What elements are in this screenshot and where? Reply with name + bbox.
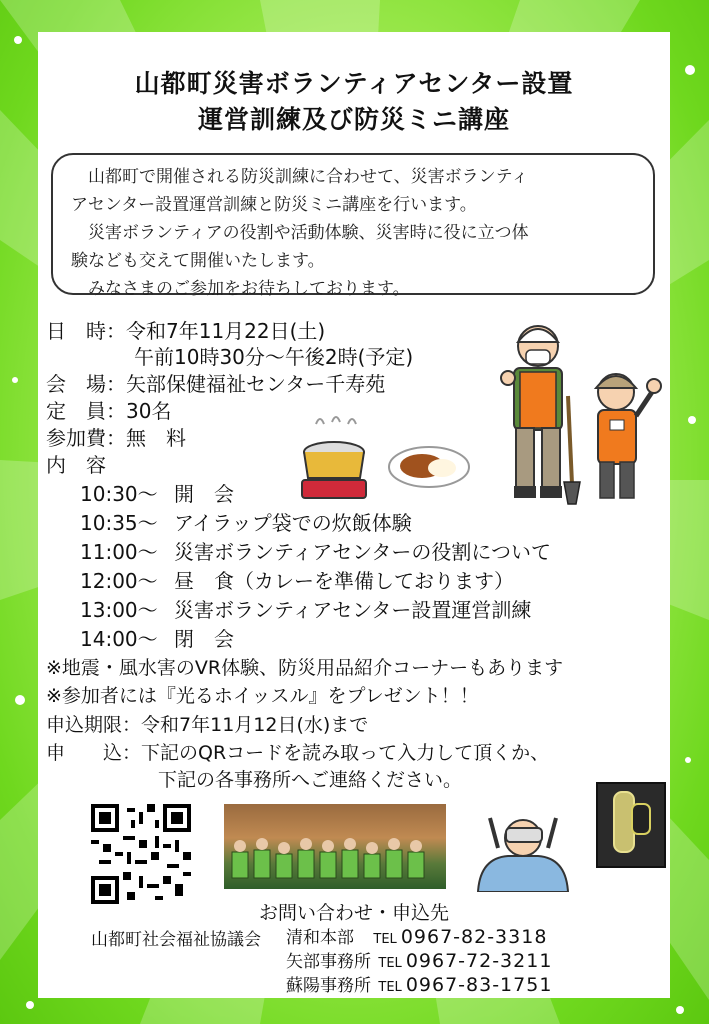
qr-code[interactable] <box>91 804 191 904</box>
schedule-text: 昼 食（カレーを準備しております） <box>174 569 514 593</box>
apply-line2: 下記の各事務所へご連絡ください。 <box>158 769 463 791</box>
flyer-sheet <box>38 32 670 998</box>
venue-label: 会 場： <box>46 372 126 396</box>
contact-office <box>286 947 552 972</box>
content-row <box>46 452 106 478</box>
deadline-label: 申込期限： <box>46 714 142 736</box>
intro-text: 験なども交えて開催いたします。 <box>71 251 325 271</box>
time-row <box>134 344 413 370</box>
curry-plate-illustration <box>386 444 472 490</box>
contact-title: お問い合わせ・申込先 <box>258 902 449 924</box>
fee-value: 無 料 <box>126 426 186 450</box>
tel-mark: TEL <box>373 932 397 947</box>
office-name: 清和本部 <box>286 928 354 948</box>
schedule-item <box>80 539 551 565</box>
schedule-time: 11:00～ <box>80 540 158 564</box>
glowing-whistle-photo <box>596 782 666 868</box>
schedule-text: アイラップ袋での炊飯体験 <box>174 511 412 535</box>
intro-text: 災害ボランティアの役割や活動体験、災害時に役に立つ体 <box>71 223 529 243</box>
capacity-value: 30名 <box>126 399 172 423</box>
date-value: 令和7年11月22日(土) <box>126 319 326 343</box>
page-title-line1: 山都町災害ボランティアセンター設置 <box>134 69 574 98</box>
schedule-time: 13:00～ <box>80 598 158 622</box>
capacity-label: 定 員： <box>46 399 126 423</box>
schedule-time: 14:00～ <box>80 627 158 651</box>
vr-experience-illustration <box>468 808 578 892</box>
schedule-time: 10:35～ <box>80 511 158 535</box>
content-label: 内 容 <box>46 453 106 477</box>
venue-row <box>46 371 385 397</box>
page-title-line2: 運営訓練及び防災ミニ講座 <box>197 105 510 134</box>
schedule-time: 12:00～ <box>80 569 158 593</box>
office-tel[interactable]: 0967-72-3211 <box>405 950 553 972</box>
contact-org: 山都町社会福祉協議会 <box>91 930 261 950</box>
time-value: 午前10時30分～午後2時(予定) <box>134 345 414 369</box>
volunteer-illustration <box>492 316 664 506</box>
training-photo <box>224 804 446 889</box>
apply-label: 申 込： <box>46 742 142 764</box>
apply-row <box>46 740 549 766</box>
fee-label: 参加費： <box>46 426 126 450</box>
note-whistle: ※参加者には『光るホイッスル』をプレゼント！！ <box>46 685 479 707</box>
schedule-text: 閉 会 <box>174 627 234 651</box>
schedule-item <box>80 597 531 623</box>
tel-mark: TEL <box>378 956 402 971</box>
schedule-time: 10:30～ <box>80 482 158 506</box>
schedule-item <box>80 481 234 507</box>
venue-value: 矢部保健福祉センター千寿苑 <box>126 372 386 396</box>
deadline-value: 令和7年11月12日(水)まで <box>141 714 369 736</box>
intro-box <box>51 153 655 299</box>
tel-mark: TEL <box>378 980 402 995</box>
contact-office <box>286 971 552 996</box>
schedule-item <box>80 626 234 652</box>
deadline-row <box>46 712 368 738</box>
date-row <box>46 318 325 344</box>
fee-row <box>46 425 186 451</box>
intro-text: 山都町で開催される防災訓練に合わせて、災害ボランティ <box>71 167 529 187</box>
contact-office <box>286 923 547 948</box>
schedule-text: 災害ボランティアセンター設置運営訓練 <box>174 598 532 622</box>
capacity-row <box>46 398 171 424</box>
office-name: 矢部事務所 <box>286 952 371 972</box>
intro-text: みなさまのご参加をお待ちしております。 <box>71 279 410 299</box>
office-tel[interactable]: 0967-82-3318 <box>400 926 548 948</box>
rice-cooking-pot-illustration <box>296 414 372 502</box>
date-label: 日 時： <box>46 319 126 343</box>
apply-line1: 下記のQRコードを読み取って入力して頂くか、 <box>141 742 550 764</box>
schedule-text: 開 会 <box>174 482 234 506</box>
office-name: 蘇陽事務所 <box>286 976 371 996</box>
schedule-text: 災害ボランティアセンターの役割について <box>174 540 551 564</box>
schedule-item <box>80 510 412 536</box>
office-tel[interactable]: 0967-83-1751 <box>405 974 553 996</box>
note-vr: ※地震・風水害のVR体験、防災用品紹介コーナーもあります <box>46 657 564 679</box>
schedule-item <box>80 568 514 594</box>
intro-text: アセンター設置運営訓練と防災ミニ講座を行います。 <box>71 195 477 215</box>
